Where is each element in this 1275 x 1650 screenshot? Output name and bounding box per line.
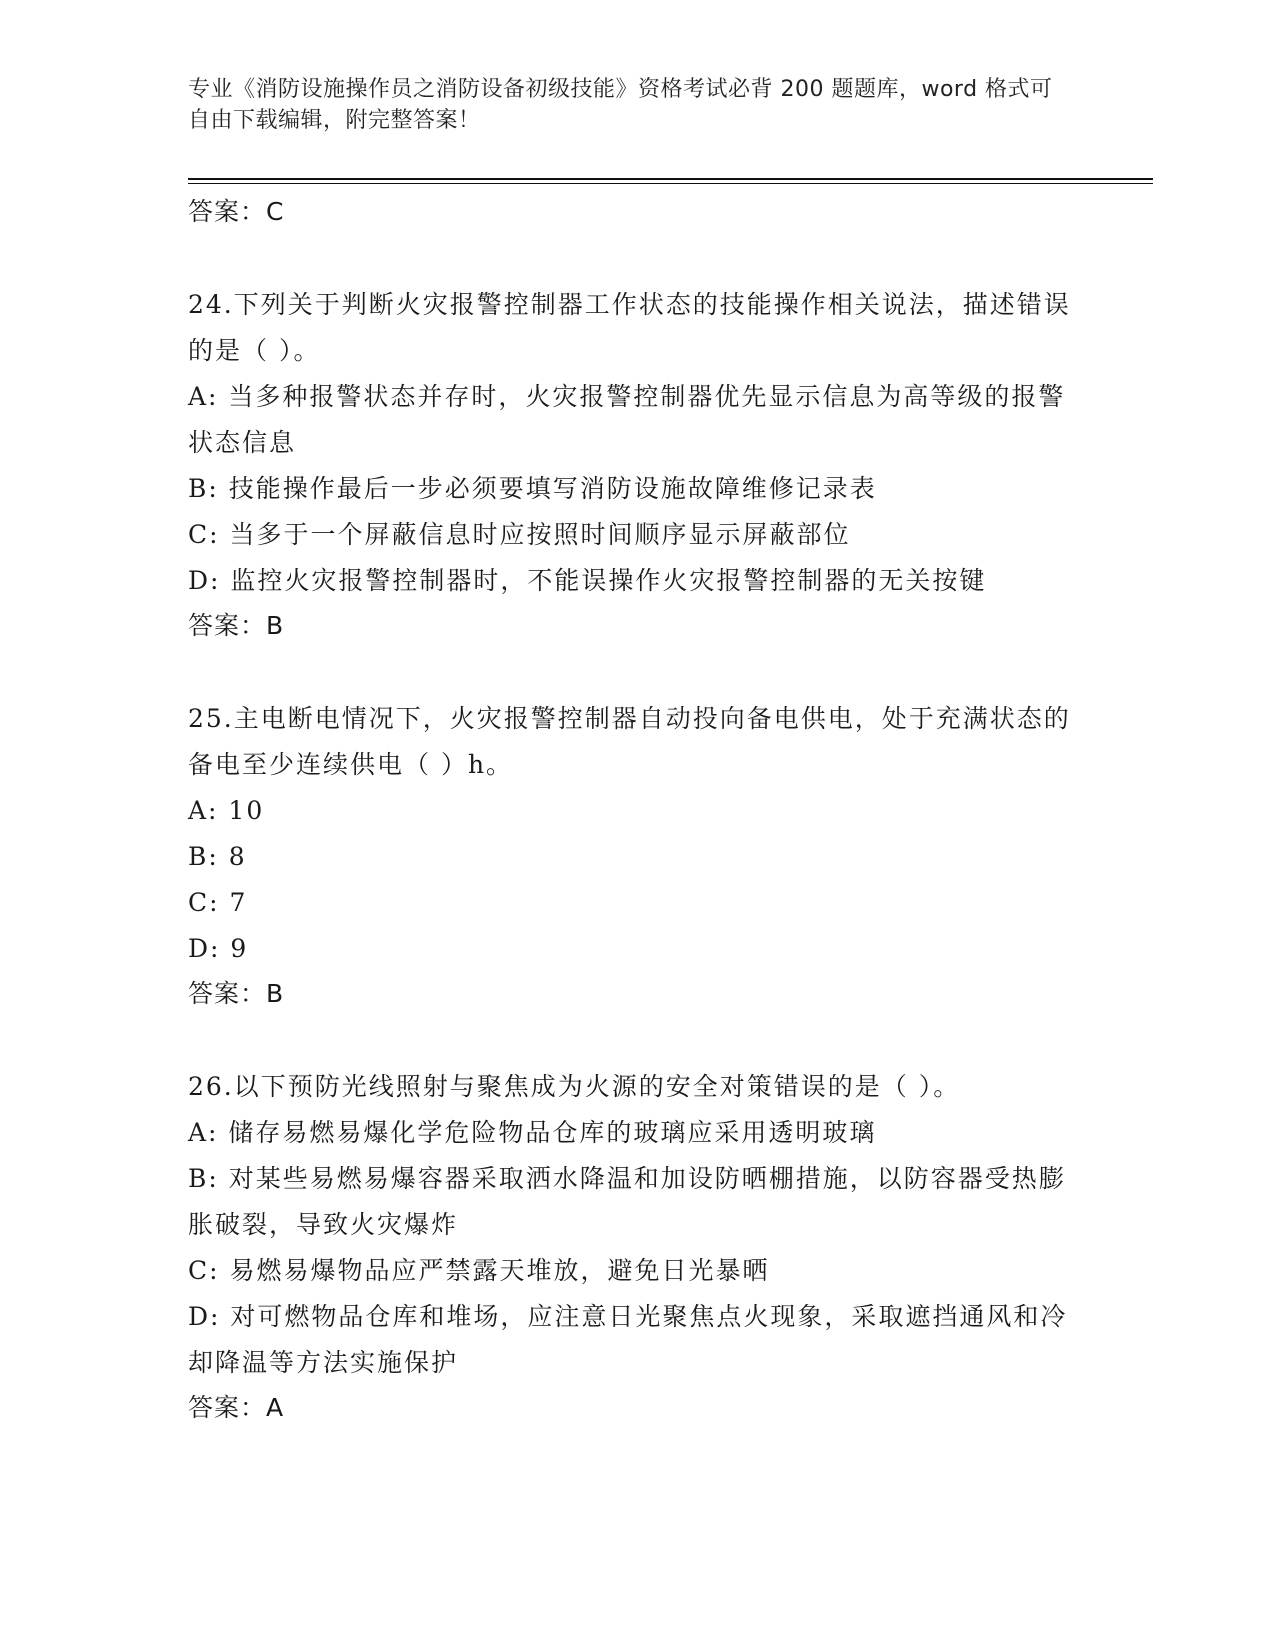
question-text: 26.以下预防光线照射与聚焦成为火源的安全对策错误的是（ ）。 — [188, 1072, 961, 1101]
question-25 — [188, 696, 1088, 1016]
header-rule-thin — [188, 183, 1153, 184]
option-c: C: 7 — [188, 888, 248, 917]
option-b: B: 对某些易燃易爆容器采取洒水降温和加设防晒棚措施，以防容器受热膨胀破裂，导致火灾爆炸 — [188, 1164, 1066, 1239]
question-26 — [188, 1064, 1088, 1430]
answer: 答案：B — [188, 979, 285, 1008]
answer: 答案：A — [188, 1393, 285, 1422]
option-d: D: 监控火灾报警控制器时，不能误操作火灾报警控制器的无关按键 — [188, 566, 987, 595]
question-list — [188, 190, 1088, 1430]
question-text: 24.下列关于判断火灾报警控制器工作状态的技能操作相关说法，描述错误的是（ ）。 — [188, 290, 1071, 365]
header-rule-thick — [188, 178, 1153, 180]
option-a: A: 当多种报警状态并存时，火灾报警控制器优先显示信息为高等级的报警状态信息 — [188, 382, 1066, 457]
option-d: D: 9 — [188, 934, 249, 963]
question-text: 25.主电断电情况下，火灾报警控制器自动投向备电供电，处于充满状态的备电至少连续供电（ ）h。 — [188, 704, 1071, 779]
option-d: D: 对可燃物品仓库和堆场，应注意日光聚焦点火现象，采取遮挡通风和冷却降温等方法实施保护 — [188, 1302, 1068, 1377]
page-header — [188, 74, 1068, 136]
header-text: 专业《消防设施操作员之消防设备初级技能》资格考试必背 200 题题库，word 格式可自由下载编辑，附完整答案！ — [188, 77, 1053, 133]
previous-answer: 答案：C — [188, 197, 285, 226]
option-c: C: 当多于一个屏蔽信息时应按照时间顺序显示屏蔽部位 — [188, 520, 851, 549]
option-a: A: 储存易燃易爆化学危险物品仓库的玻璃应采用透明玻璃 — [188, 1118, 877, 1147]
option-b: B: 技能操作最后一步必须要填写消防设施故障维修记录表 — [188, 474, 877, 503]
option-b: B: 8 — [188, 842, 247, 871]
question-24 — [188, 282, 1088, 648]
answer: 答案：B — [188, 611, 285, 640]
option-a: A: 10 — [188, 796, 265, 825]
option-c: C: 易燃易爆物品应严禁露天堆放，避免日光暴晒 — [188, 1256, 770, 1285]
